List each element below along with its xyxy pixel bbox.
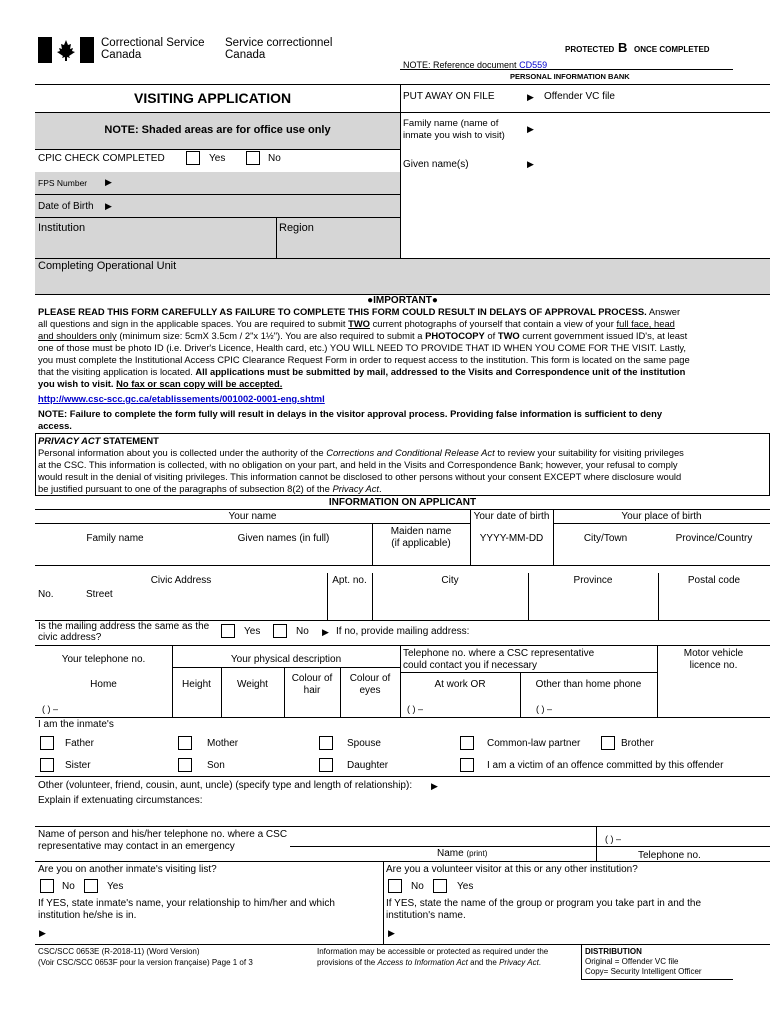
mother-checkbox[interactable] xyxy=(178,736,192,750)
cpic-yes-checkbox[interactable] xyxy=(186,151,200,165)
motor-vehicle-label: Motor vehicle xyxy=(683,648,744,659)
volunteer-yes-label: Yes xyxy=(457,881,474,892)
important-line-3: and shoulders only (minimum size: 5cmX 3.5cm / 2"x 1½"). You are also required to submit a PHOTOCOPY of TWO current government issued ID's, at least xyxy=(38,330,688,341)
civic-address-label: Civic Address xyxy=(150,575,212,586)
volunteer-question: Are you a volunteer visitor at this or any other institution? xyxy=(386,864,638,875)
inmate-family-name-label: Family name (name of inmate you wish to visit) xyxy=(403,118,505,141)
mailing-yes-checkbox[interactable] xyxy=(221,624,235,638)
cd559-link[interactable]: CD559 xyxy=(519,60,548,70)
privacy-line-2: at the CSC. This information is collected, with no obligation on your part, and held in the Visits and Correspondence Bank; however, your refusal to comply xyxy=(38,459,678,470)
offender-vc-file: Offender VC file xyxy=(544,91,615,102)
institutions-url[interactable]: http://www.csc-scc.gc.ca/etablissements/001002-0001-eng.shtml xyxy=(38,393,325,404)
common-law-checkbox[interactable] xyxy=(460,736,474,750)
distribution-title: DISTRIBUTION xyxy=(585,947,642,956)
completing-unit-label: Completing Operational Unit xyxy=(38,260,177,272)
other-phone-label: Other than home phone xyxy=(535,679,642,690)
arrow-right-icon: ▶ xyxy=(527,124,534,134)
important-line-1: PLEASE READ THIS FORM CAREFULLY AS FAILURE TO COMPLETE THIS FORM COULD RESULT IN DELAYS OF APPROVAL PROCESS. Answer xyxy=(38,306,681,317)
eye-colour-label: Colour of xyxy=(349,673,391,684)
cpic-yes-label: Yes xyxy=(209,153,226,164)
family-name-label: Family name xyxy=(86,533,144,544)
mailing-question: Is the mailing address the same as the xyxy=(38,621,210,632)
distribution-copy: Copy= Security Intelligent Officer xyxy=(585,967,702,976)
volunteer-no-checkbox[interactable] xyxy=(388,879,402,893)
emergency-phone-field[interactable]: ( ) – xyxy=(605,834,622,844)
father-label: Father xyxy=(65,738,94,749)
shaded-areas-note: NOTE: Shaded areas are for office use only xyxy=(104,124,331,136)
pob-label: Your place of birth xyxy=(621,511,702,522)
brother-label: Brother xyxy=(621,738,654,749)
agency-name-en: Correctional Service xyxy=(101,37,205,49)
another-list-question: Are you on another inmate's visiting list? xyxy=(38,864,217,875)
applicant-heading: INFORMATION ON APPLICANT xyxy=(328,497,477,508)
mother-label: Mother xyxy=(207,738,239,749)
daughter-checkbox[interactable] xyxy=(319,758,333,772)
privacy-line-4: be justified pursuant to one of the paragraphs of subsection 8(2) of the Privacy Act. xyxy=(38,483,382,494)
postal-code-label: Postal code xyxy=(687,575,741,586)
another-list-no-label: No xyxy=(62,881,75,892)
mailing-no-checkbox[interactable] xyxy=(273,624,287,638)
important-line-5: you must complete the Institutional Access CPIC Clearance Request Form in order to request access to the institution. This form is located on the same page xyxy=(38,354,690,365)
if-no-mailing-label: If no, provide mailing address: xyxy=(336,626,470,637)
common-law-label: Common-law partner xyxy=(487,738,581,749)
failure-note-end: access. xyxy=(38,420,72,431)
csc-contact-tel-label-cont: could contact you if necessary xyxy=(403,660,537,671)
maiden-name-label: Maiden name xyxy=(390,526,452,537)
institution-label: Institution xyxy=(38,222,86,234)
city-label: City xyxy=(441,575,459,586)
at-work-label: At work OR xyxy=(434,679,486,690)
given-names-label: Given names (in full) xyxy=(237,533,330,544)
physical-description-label: Your physical description xyxy=(230,654,342,665)
access-info-line-1: Information may be accessible or protected as required under the xyxy=(317,947,549,956)
cpic-check-label: CPIC CHECK COMPLETED xyxy=(38,153,165,164)
home-phone-label: Home xyxy=(90,679,117,690)
another-list-yes-checkbox[interactable] xyxy=(84,879,98,893)
emergency-contact-label: Name of person and his/her telephone no. where a CSC xyxy=(38,829,288,840)
arrow-right-icon: ▶ xyxy=(527,92,534,102)
agency-country-en: Canada xyxy=(101,49,142,61)
arrow-right-icon: ▶ xyxy=(39,928,46,938)
height-label: Height xyxy=(182,679,211,690)
cpic-no-label: No xyxy=(268,153,281,164)
agency-country-fr: Canada xyxy=(225,49,266,61)
inmate-given-names-field[interactable] xyxy=(542,150,768,180)
if-yes-inmate-label: If YES, state inmate's name, your relationship to him/her and which xyxy=(38,898,335,909)
important-line-7: you wish to visit. No fax or scan copy will be accepted. xyxy=(38,378,283,389)
failure-note: NOTE: Failure to complete the form fully will result in delays in the visitor approval process. Providing false information is sufficient to deny xyxy=(38,408,663,419)
dob-format: YYYY-MM-DD xyxy=(479,533,544,544)
personal-information-bank: PERSONAL INFORMATION BANK xyxy=(510,72,630,81)
important-line-6: that the visiting application is located. All applications must be submitted by mail, addressed to the Visits and Correspondence unit of the institution xyxy=(38,366,686,377)
eye-colour-label-cont: eyes xyxy=(359,685,381,696)
another-list-no-checkbox[interactable] xyxy=(40,879,54,893)
spouse-label: Spouse xyxy=(347,738,381,749)
other-phone-field[interactable]: ( ) – xyxy=(536,704,553,714)
french-version-page: (Voir CSC/SCC 0653F pour la version française) Page 1 of 3 xyxy=(38,958,253,967)
weight-label: Weight xyxy=(237,679,268,690)
cpic-no-checkbox[interactable] xyxy=(246,151,260,165)
street-label: Street xyxy=(86,589,113,600)
another-list-yes-label: Yes xyxy=(107,881,124,892)
other-relationship-label: Other (volunteer, friend, cousin, aunt, uncle) (specify type and length of relationship): xyxy=(38,780,413,791)
canada-flag-logo xyxy=(38,37,94,63)
important-heading: ●IMPORTANT● xyxy=(367,295,438,306)
victim-label: I am a victim of an offence committed by this offender xyxy=(487,760,724,771)
arrow-right-icon: ▶ xyxy=(527,159,534,169)
csc-contact-tel-label: Telephone no. where a CSC representative xyxy=(403,648,595,659)
if-yes-group-label-cont: institution's name. xyxy=(386,910,466,921)
date-of-birth-office-label: Date of Birth xyxy=(38,201,94,212)
arrow-right-icon: ▶ xyxy=(388,928,395,938)
important-line-4: one of those must be photo ID (i.e. Driver's Licence, Health card, etc.) YOU WILL NEED TO PROVIDE THAT ID WHEN YOU COME FOR THE VISIT. Lastly, xyxy=(38,342,686,353)
dob-label: Your date of birth xyxy=(473,511,550,522)
extenuating-label: Explain if extenuating circumstances: xyxy=(38,795,203,806)
form-number: CSC/SCC 0653E (R-2018-11) (Word Version) xyxy=(38,947,200,956)
your-telephone-label: Your telephone no. xyxy=(61,654,146,665)
mailing-question-cont: civic address? xyxy=(38,632,102,643)
home-phone-field[interactable]: ( ) – xyxy=(42,704,59,714)
son-checkbox[interactable] xyxy=(178,758,192,772)
arrow-right-icon: ▶ xyxy=(431,781,438,791)
telephone-no-label: Telephone no. xyxy=(638,850,701,861)
volunteer-no-label: No xyxy=(411,881,424,892)
access-info-line-2: provisions of the Access to Information Act and the Privacy Act. xyxy=(317,958,542,967)
spouse-checkbox[interactable] xyxy=(319,736,333,750)
sister-label: Sister xyxy=(65,760,91,771)
privacy-line-3: would result in the denial of visiting privileges. This information cannot be disclosed to other persons without your consent EXCEPT where disclosure would xyxy=(38,471,682,482)
fps-number-label: FPS Number xyxy=(38,178,88,188)
privacy-line-1: Personal information about you is collected under the authority of the Corrections and Conditional Release Act to review your suitability for visiting privileges xyxy=(38,447,684,458)
protected-label: PROTECTED xyxy=(565,45,615,54)
inmate-given-names-label: Given name(s) xyxy=(403,159,469,170)
once-completed-label: ONCE COMPLETED xyxy=(634,45,710,54)
important-line-2: all questions and sign in the applicable spaces. You are required to submit TWO current photographs of yourself that contain a view of your full face, head xyxy=(38,318,675,329)
victim-checkbox[interactable] xyxy=(460,758,474,772)
daughter-label: Daughter xyxy=(347,760,389,771)
if-yes-inmate-label-cont: institution he/she is in. xyxy=(38,910,137,921)
mailing-yes-label: Yes xyxy=(244,626,261,637)
hair-colour-label-cont: hair xyxy=(303,685,321,696)
your-name-label: Your name xyxy=(228,511,277,522)
note-reference: NOTE: Reference document CD559 xyxy=(403,60,548,70)
licence-no-label: licence no. xyxy=(689,660,738,671)
province-label: Province xyxy=(573,575,613,586)
privacy-title: PRIVACY ACT STATEMENT xyxy=(38,435,159,446)
volunteer-yes-checkbox[interactable] xyxy=(433,879,447,893)
put-away-on-file: PUT AWAY ON FILE xyxy=(403,91,495,102)
arrow-right-icon: ▶ xyxy=(105,177,112,187)
hair-colour-label: Colour of xyxy=(291,673,333,684)
work-phone-field[interactable]: ( ) – xyxy=(407,704,424,714)
inmate-family-name-field[interactable] xyxy=(542,114,768,144)
brother-checkbox[interactable] xyxy=(601,736,615,750)
agency-name-fr: Service correctionnel xyxy=(225,37,333,49)
civic-no-label: No. xyxy=(38,589,54,600)
region-label: Region xyxy=(279,222,314,234)
protected-level: B xyxy=(618,40,628,55)
mailing-no-label: No xyxy=(296,626,309,637)
apt-no-label: Apt. no. xyxy=(332,575,367,586)
distribution-original: Original = Offender VC file xyxy=(585,957,679,966)
arrow-right-icon: ▶ xyxy=(322,627,329,637)
inmates-relationship-label: I am the inmate's xyxy=(38,719,114,730)
if-yes-group-label: If YES, state the name of the group or program you take part in and the xyxy=(386,898,702,909)
name-print-label: Name (print) xyxy=(437,848,488,859)
maiden-name-hint: (if applicable) xyxy=(391,538,451,549)
arrow-right-icon: ▶ xyxy=(105,201,112,211)
father-checkbox[interactable] xyxy=(40,736,54,750)
city-town-label: City/Town xyxy=(583,533,628,544)
province-country-label: Province/Country xyxy=(675,533,753,544)
sister-checkbox[interactable] xyxy=(40,758,54,772)
son-label: Son xyxy=(207,760,225,771)
emergency-contact-label-cont: representative may contact in an emergency xyxy=(38,841,235,852)
form-title: VISITING APPLICATION xyxy=(134,90,292,106)
